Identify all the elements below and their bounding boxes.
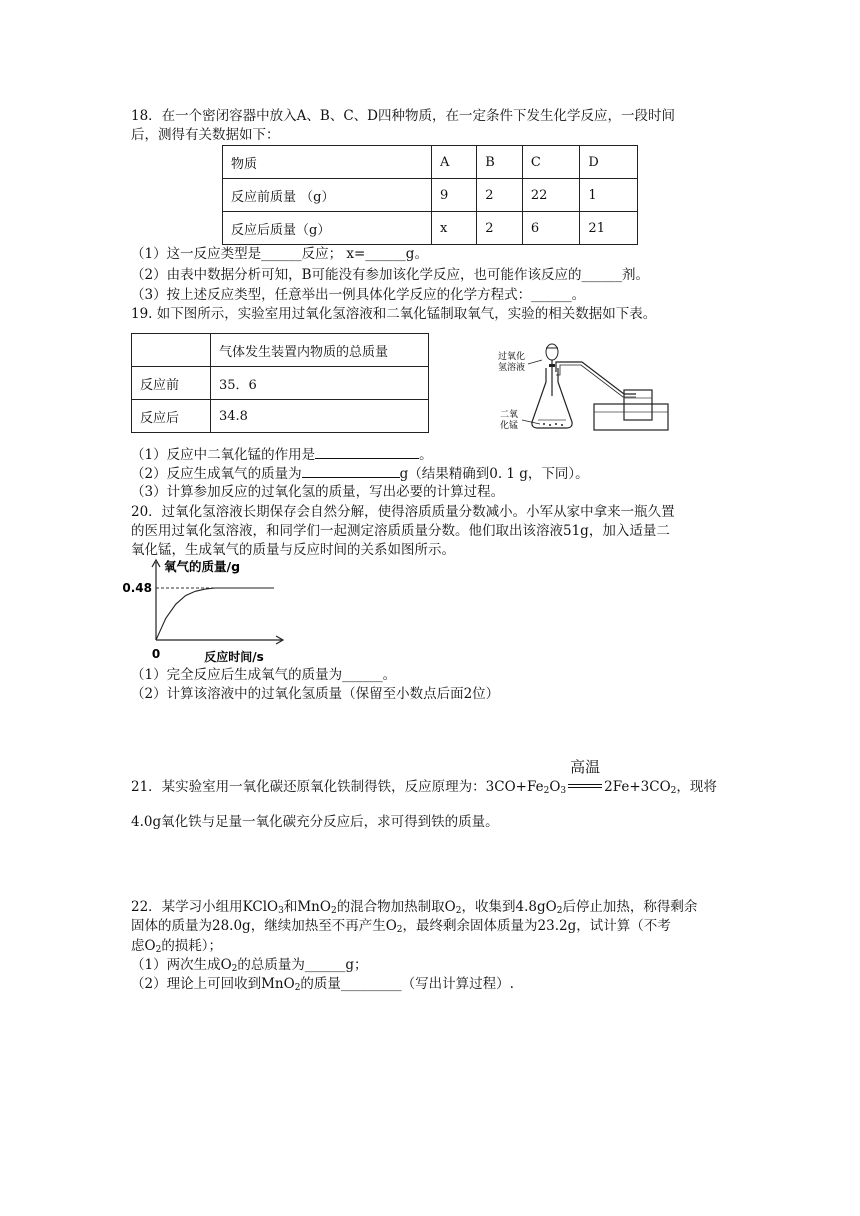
table-cell: 1 — [580, 179, 638, 212]
q20-line1: 20．过氧化氢溶液长期保存会自然分解，使得溶质质量分数减小。小军从家中拿来一瓶久置 — [131, 504, 675, 520]
y-axis-label: 氧气的质量/g — [164, 559, 241, 574]
q18-sub3: （3）按上述反应类型，任意举出一例具体化学反应的化学方程式：______。 — [131, 287, 586, 303]
table-cell: 反应前质量 （g） — [223, 179, 432, 212]
label-h2o2: 氢溶液 — [498, 363, 526, 373]
table-header-row — [132, 334, 429, 367]
table-cell — [132, 334, 211, 367]
x-axis-label: 反应时间/s — [204, 650, 264, 664]
q18-data-table — [222, 145, 638, 245]
q18-sub1: （1）这一反应类型是______反应； x=______g。 — [131, 246, 428, 262]
table-cell: 22 — [522, 179, 580, 212]
table-cell: B — [477, 146, 523, 179]
table-row — [132, 367, 429, 400]
table-cell: A — [432, 146, 477, 179]
table-cell: 21 — [580, 212, 638, 245]
oxygen-apparatus-figure — [494, 340, 670, 436]
water-trough-icon — [594, 404, 668, 430]
q22-sub1: （1）两次生成$O_2$的总质量为______g； — [131, 957, 368, 974]
label-mno2: 二氧 — [500, 410, 519, 420]
table-row — [223, 212, 638, 245]
q20-sub2: （2）计算该溶液中的过氧化氢质量（保留至小数点后面2位） — [131, 686, 500, 702]
reaction-condition — [566, 758, 604, 796]
table-cell: C — [522, 146, 580, 179]
q19-data-table — [131, 333, 429, 433]
answer-blank — [315, 445, 419, 459]
q22-sub2: （2）理论上可回收到MnO$_2$的质量_________（写出计算过程）. — [131, 976, 514, 993]
q21-line1: 21．某实验室用一氧化碳还原氧化铁制得铁，反应原理为：$3CO+Fe_2O_3$ 高温 $2Fe+3CO_2$，现将 — [131, 758, 717, 796]
q18-line2: 后，测得有关数据如下： — [131, 127, 280, 143]
table-row — [223, 179, 638, 212]
y-tick-label: 0.48 — [122, 581, 152, 595]
q22-line1: 22．某学习小组用KClO$_3$和MnO$_2$的混合物加热制取$O_2$，收集到$4.8gO_2$后停止加热，称得剩余 — [131, 899, 698, 916]
q22-line3: 虑$O_2$的损耗）； — [131, 938, 223, 955]
q18-line1: 18．在一个密闭容器中放入A、B、C、D四种物质，在一定条件下发生化学反应，一段时间 — [131, 108, 676, 124]
q19-sub3: （3）计算参加反应的过氧化氢的质量，写出必要的计算过程。 — [131, 484, 505, 500]
q19-line1: 19. 如下图所示，实验室用过氧化氢溶液和二氧化锰制取氧气，实验的相关数据如下表。 — [131, 306, 657, 322]
table-header-row — [223, 146, 638, 179]
funnel-icon — [546, 344, 558, 360]
q19-sub2: （2）反应生成氧气的质量为 g（结果精确到0. 1 g，下同）。 — [131, 466, 589, 482]
table-cell: D — [580, 146, 638, 179]
condition-label: 高温 — [570, 758, 601, 776]
q20-line2: 的医用过氧化氢溶液，和同学们一起测定溶质质量分数。他们取出该溶液51g，加入适量二 — [131, 523, 670, 539]
table-cell: 反应前 — [132, 367, 211, 400]
q20-sub1: （1）完全反应后生成氧气的质量为______。 — [131, 667, 397, 683]
table-cell: x — [432, 212, 477, 245]
oxygen-mass-chart — [122, 558, 286, 666]
label-mno2: 化锰 — [500, 421, 519, 431]
origin-label: 0 — [151, 647, 161, 661]
table-cell: 34.8 — [211, 400, 429, 433]
q19-sub1: （1）反应中二氧化锰的作用是 。 — [131, 447, 433, 463]
table-cell: 反应后 — [132, 400, 211, 433]
answer-blank — [302, 464, 400, 478]
series-line — [156, 588, 274, 640]
table-row — [132, 400, 429, 433]
table-cell: 反应后质量（g） — [223, 212, 432, 245]
table-cell: 物质 — [223, 146, 432, 179]
q21-line2: 4.0g氧化铁与足量一氧化碳充分反应后，求可得到铁的质量。 — [131, 814, 499, 830]
table-cell: 6 — [522, 212, 580, 245]
table-cell: 气体发生装置内物质的总质量 — [211, 334, 429, 367]
table-cell: 9 — [432, 179, 477, 212]
table-cell: 2 — [477, 212, 523, 245]
label-h2o2: 过氧化 — [498, 352, 526, 362]
q22-line2: 固体的质量为28.0g，继续加热至不再产生$O_2$，最终剩余固体质量为23.2g，试计算（不考 — [131, 918, 671, 935]
table-cell: 2 — [477, 179, 523, 212]
table-cell: 35．6 — [211, 367, 429, 400]
q18-sub2: （2）由表中数据分析可知，B可能没有参加该化学反应，也可能作该反应的______剂。 — [131, 267, 650, 283]
q20-line3: 氧化锰，生成氧气的质量与反应时间的关系如图所示。 — [131, 542, 455, 558]
